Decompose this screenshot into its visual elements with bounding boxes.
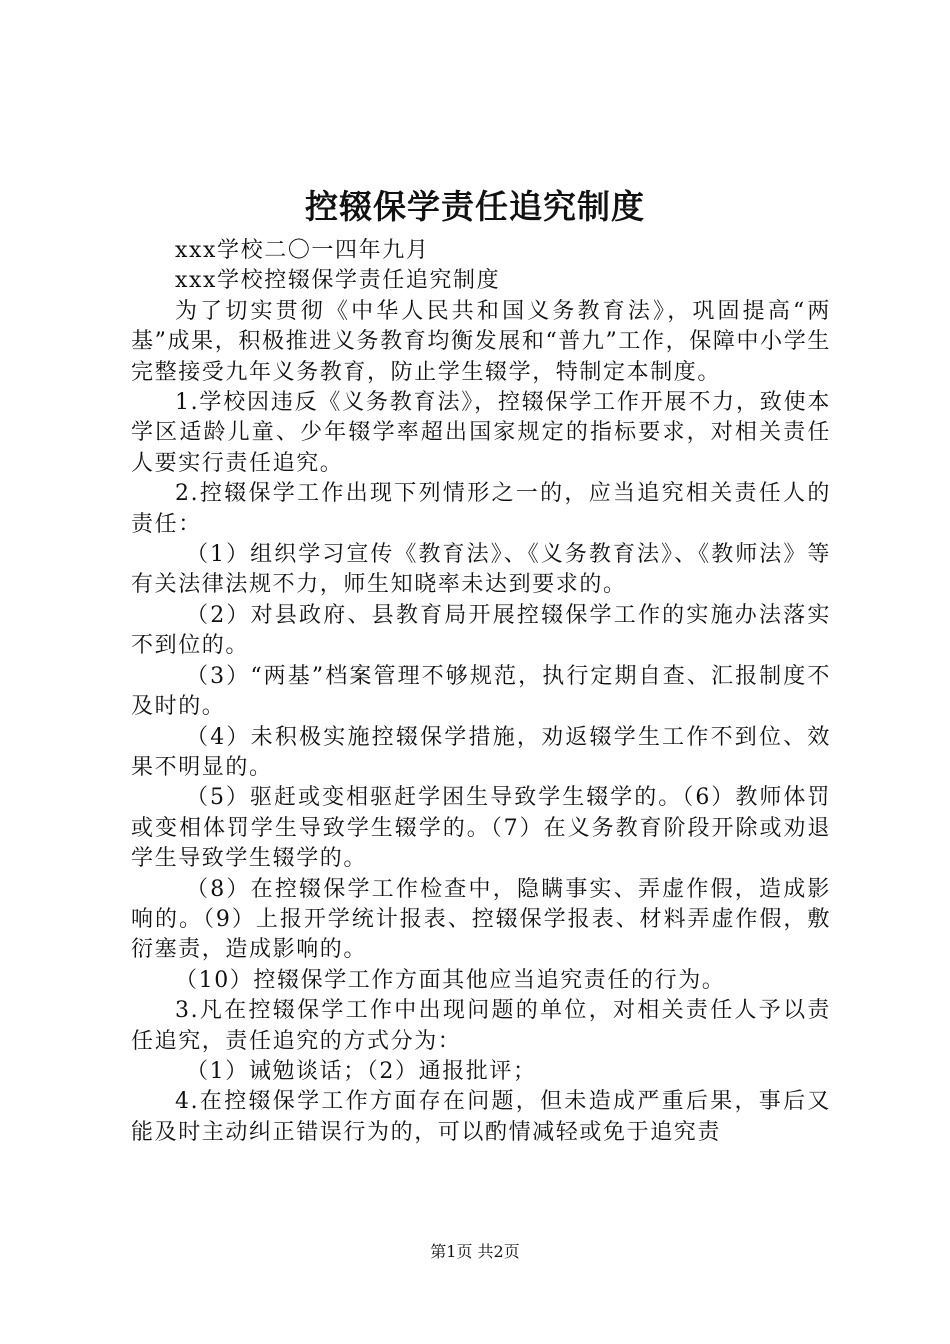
paragraph-article-2: 2.控辍保学工作出现下列情形之一的，应当追究相关责任人的责任： [131, 481, 831, 537]
document-title: 控辍保学责任追究制度 [305, 187, 645, 226]
paragraph-item-10: （10）控辍保学工作方面其他应当追究责任的行为。 [175, 967, 726, 993]
paragraph-penalty-types: （1）诫勉谈话；（2）通报批评； [186, 1058, 537, 1084]
paragraph-preamble: 为了切实贯彻《中华人民共和国义务教育法》，巩固提高“两基”成果，积极推进义务教育均衡发展和“普九”工作，保障中小学生完整接受九年义务教育，防止学生辍学，特制定本制度。 [131, 298, 831, 385]
paragraph-item-4: （4）未积极实施控辍保学措施，劝返辍学生工作不到位、效果不明显的。 [131, 724, 831, 780]
document-body [131, 236, 831, 1148]
paragraph-item-8-9: （8）在控辍保学工作检查中，隐瞒事实、弄虚作假，造成影响的。（9）上报开学统计报表、控辍保学报表、材料弄虚作假，敷衍塞责，造成影响的。 [131, 876, 831, 963]
paragraph-article-1: 1.学校因违反《义务教育法》，控辍保学工作开展不力，致使本学区适龄儿童、少年辍学率超出国家规定的指标要求，对相关责任人要实行责任追究。 [131, 390, 831, 476]
page-footer: 第1页 共2页 [430, 1242, 520, 1261]
paragraph-article-4: 4.在控辍保学工作方面存在问题，但未造成严重后果，事后又能及时主动纠正错误行为的，可以酌情减轻或免于追究责 [131, 1089, 831, 1145]
paragraph-item-1: （1）组织学习宣传《教育法》、《义务教育法》、《教师法》等有关法律法规不力，师生知晓率未达到要求的。 [131, 542, 831, 598]
paragraph-item-3: （3）“两基”档案管理不够规范，执行定期自查、汇报制度不及时的。 [131, 663, 831, 720]
paragraph-item-2: （2）对县政府、县教育局开展控辍保学工作的实施办法落实不到位的。 [131, 602, 831, 659]
paragraph-subtitle: xxx学校控辍保学责任追究制度 [175, 268, 501, 294]
paragraph-article-3: 3.凡在控辍保学工作中出现问题的单位，对相关责任人予以责任追究，责任追究的方式分为： [131, 998, 831, 1054]
paragraph-date: xxx学校二〇一四年九月 [175, 238, 430, 263]
paragraph-item-5-7: （5）驱赶或变相驱赶学困生导致学生辍学的。（6）教师体罚或变相体罚学生导致学生辍学的。（7）在义务教育阶段开除或劝退学生导致学生辍学的。 [131, 785, 831, 872]
